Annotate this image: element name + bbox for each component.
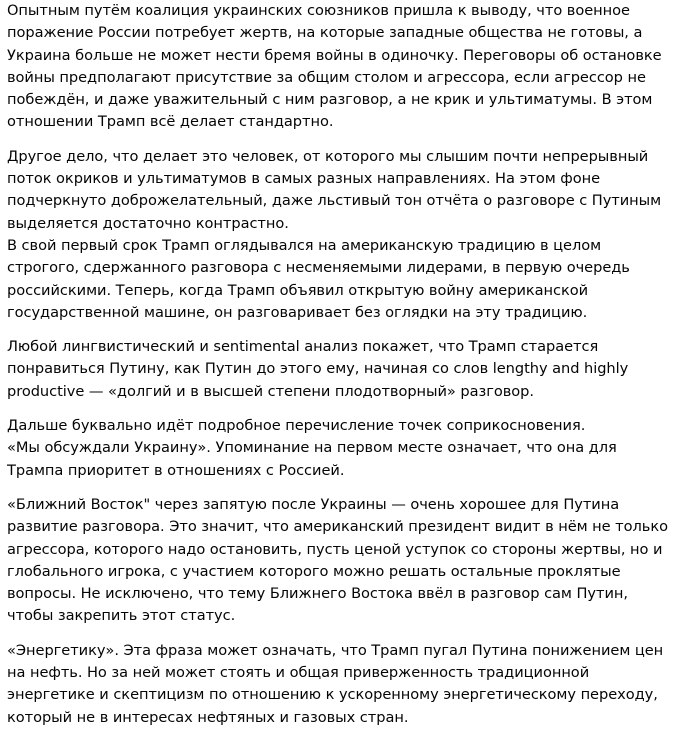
post-paragraph-2: Другое дело, что делает это человек, от которого мы слышим почти непрерывный поток окриков и ультиматумов в самых разных направлениях. На этом фоне подчеркнуто доброжелательный, даже льстивый тон отчёта о разговоре с Путиным выделяется достаточно контрастно. В свой первый срок Трамп оглядывался на американскую традицию в целом строгого, сдержанного разговора с несменяемыми лидерами, в первую очередь российскими. Теперь, когда Трамп объявил открытую войну американской государственной машине, он разговаривает без оглядки на эту традицию. bbox=[7, 147, 662, 321]
post-paragraph-5: «Ближний Восток" через запятую после Украины — очень хорошее для Путина развитие разговора. Это значит, что американский президент видит в нём не только агрессора, которого надо остановить, пусть ценой уступок со стороны жертвы, но и глобального игрока, с участием которого можно решать остальные проклятые вопросы. Не исключено, что тему Ближнего Востока ввёл в разговор сам Путин, чтобы закрепить этот статус. bbox=[7, 495, 668, 625]
post-paragraph-6: «Энергетику». Эта фраза может означать, что Трамп пугал Путина понижением цен на нефть. Но за ней может стоять и общая приверженность традиционной энергетике и скептицизм по отношению к ускоренному энергетическому переходу, который не в интересах нефтяных и газовых стран. bbox=[7, 641, 664, 726]
post-paragraph-3: Любой лингвистический и sentimental анализ покажет, что Трамп старается понравиться Путину, как Путин до этого ему, начиная со слов lengthy and highly productive — «долгий и в высшей степени плодотворный» разговор. bbox=[7, 338, 629, 400]
post-paragraph-4: Дальше буквально идёт подробное перечисление точек соприкосновения. «Мы обсуждали Украину». Упоминание на первом месте означает, что она для Трампа приоритет в отношениях с Россией. bbox=[7, 417, 617, 479]
post-paragraph-1: Опытным путём коалиция украинских союзников пришла к выводу, что военное поражение России потребует жертв, на которые западные общества не готовы, а Украина больше не может нести бремя войны в одиночку. Переговоры об остановке войны предполагают присутствие за общим столом и агрессора, если агрессор не побеждён, и даже уважительный с ним разговор, а не крик и ультиматумы. В этом отношении Трамп всё делает стандартно. bbox=[7, 2, 662, 131]
